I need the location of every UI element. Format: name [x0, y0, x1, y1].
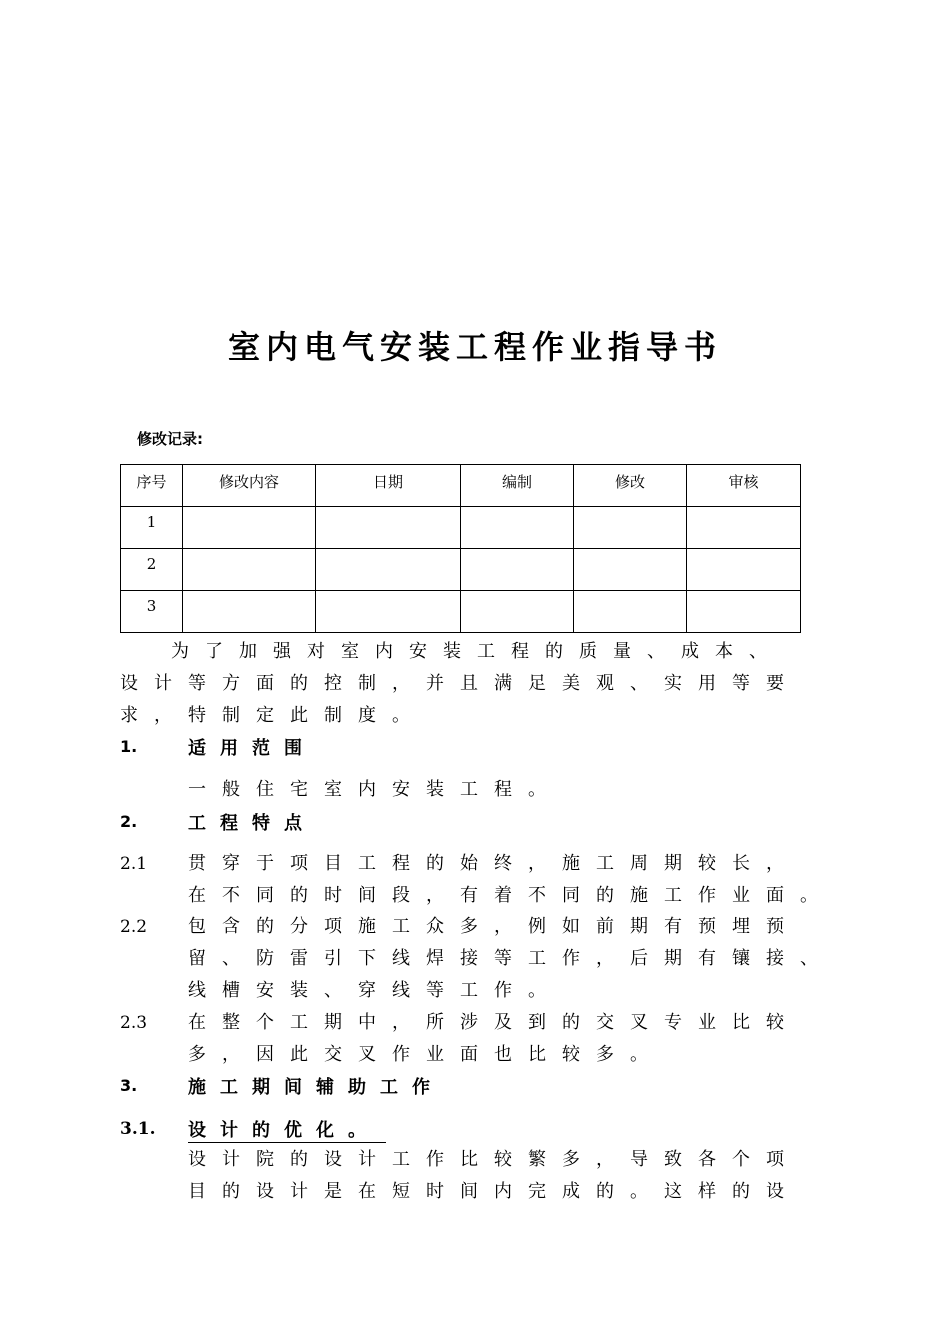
- col-header-review: 审核: [687, 465, 801, 507]
- section-2-heading: 工程特点: [188, 813, 316, 834]
- intro-line-1: 为 了 加 强 对 室 内 安 装 工 程 的 质 量 、 成 本 、: [171, 641, 767, 662]
- item-2-1-line-1: 贯 穿 于 项 目 工 程 的 始 终 ， 施 工 周 期 较 长 ，: [188, 853, 784, 874]
- table-cell: [183, 591, 316, 633]
- col-header-author: 编制: [461, 465, 574, 507]
- col-header-index: 序号: [121, 465, 183, 507]
- table-cell: [574, 591, 687, 633]
- item-2-1-line-2: 在 不 同 的 时 间 段 ， 有 着 不 同 的 施 工 作 业 面 。: [188, 885, 818, 906]
- table-cell: [183, 507, 316, 549]
- table-row: [121, 507, 801, 549]
- subsection-3-1-number: 3.1.: [120, 1119, 156, 1139]
- table-cell: [687, 507, 801, 549]
- section-1-text: 一 般 住 宅 室 内 安 装 工 程 。: [188, 779, 546, 800]
- subsection-3-1-line-2: 目 的 设 计 是 在 短 时 间 内 完 成 的 。 这 样 的 设: [188, 1181, 784, 1202]
- table-cell: [687, 549, 801, 591]
- revision-table: [120, 464, 801, 633]
- section-1-number: 1.: [120, 737, 138, 756]
- table-cell: [687, 591, 801, 633]
- table-cell: [574, 507, 687, 549]
- row-index: 3: [121, 591, 183, 633]
- section-3-heading: 施工期间辅助工作: [188, 1077, 444, 1098]
- table-cell: [574, 549, 687, 591]
- item-2-3-line-2: 多 ， 因 此 交 叉 作 业 面 也 比 较 多 。: [188, 1044, 648, 1065]
- subsection-3-1-heading: 设计的优化。: [188, 1116, 386, 1143]
- section-2-number: 2.: [120, 812, 138, 831]
- table-cell: [461, 507, 574, 549]
- intro-line-3: 求 ， 特 制 定 此 制 度 。: [120, 705, 410, 726]
- col-header-content: 修改内容: [183, 465, 316, 507]
- subsection-3-1-line-1: 设 计 院 的 设 计 工 作 比 较 繁 多 ， 导 致 各 个 项: [188, 1149, 784, 1170]
- table-cell: [316, 591, 461, 633]
- col-header-date: 日期: [316, 465, 461, 507]
- intro-line-2: 设 计 等 方 面 的 控 制 ， 并 且 满 足 美 观 、 实 用 等 要: [120, 673, 784, 694]
- revision-label: 修改记录:: [137, 430, 203, 448]
- item-2-2-number: 2.2: [120, 917, 148, 937]
- document-title: 室内电气安装工程作业指导书: [227, 328, 722, 366]
- item-2-1-number: 2.1: [120, 854, 148, 874]
- row-index: 2: [121, 549, 183, 591]
- item-2-2-line-3: 线 槽 安 装 、 穿 线 等 工 作 。: [188, 980, 546, 1001]
- table-cell: [183, 549, 316, 591]
- table-cell: [316, 549, 461, 591]
- table-row: [121, 549, 801, 591]
- table-row: [121, 591, 801, 633]
- item-2-2-line-1: 包 含 的 分 项 施 工 众 多 ， 例 如 前 期 有 预 埋 预: [188, 916, 784, 937]
- item-2-3-number: 2.3: [120, 1013, 148, 1033]
- item-2-2-line-2: 留 、 防 雷 引 下 线 焊 接 等 工 作 ， 后 期 有 镶 接 、: [188, 948, 818, 969]
- section-1-heading: 适用范围: [188, 738, 316, 759]
- table-cell: [461, 591, 574, 633]
- col-header-revise: 修改: [574, 465, 687, 507]
- table-cell: [461, 549, 574, 591]
- section-3-number: 3.: [120, 1076, 138, 1095]
- table-cell: [316, 507, 461, 549]
- item-2-3-line-1: 在 整 个 工 期 中 ， 所 涉 及 到 的 交 叉 专 业 比 较: [188, 1012, 784, 1033]
- table-header-row: [121, 465, 801, 507]
- row-index: 1: [121, 507, 183, 549]
